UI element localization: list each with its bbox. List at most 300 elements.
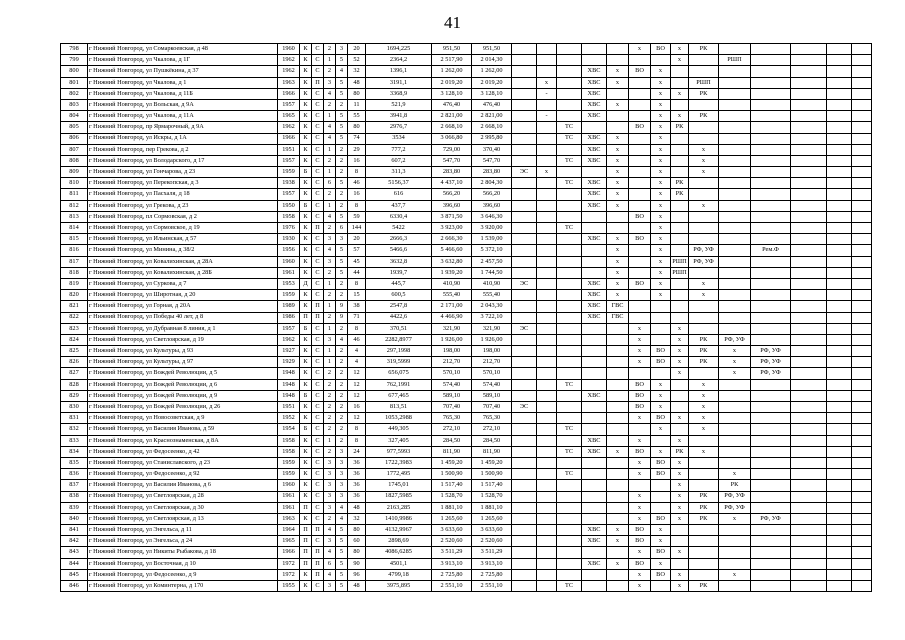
data-cell: 48	[348, 77, 366, 88]
table-row	[61, 267, 872, 278]
data-cell: х	[651, 66, 671, 77]
table-row	[61, 278, 872, 289]
data-cell	[827, 480, 852, 491]
data-cell: 20	[348, 234, 366, 245]
data-cell: х	[607, 66, 629, 77]
address-cell: г Нижний Новгород, ул Вождей Революции, д 9	[88, 390, 278, 401]
data-cell	[719, 223, 751, 234]
data-cell	[651, 491, 671, 502]
row-number-cell: 846	[61, 581, 88, 592]
data-cell	[582, 256, 607, 267]
data-cell: х	[651, 536, 671, 547]
data-cell: х	[671, 502, 689, 513]
data-cell	[512, 44, 537, 55]
data-cell: 36	[348, 469, 366, 480]
data-cell: ТС	[557, 155, 582, 166]
data-cell: 36	[348, 480, 366, 491]
data-cell	[827, 290, 852, 301]
data-cell	[512, 435, 537, 446]
address-cell: г Нижний Новгород, ул Чкалова, д 11А	[88, 111, 278, 122]
data-cell	[537, 357, 557, 368]
data-cell: 5	[336, 569, 348, 580]
table-row	[61, 581, 872, 592]
data-cell: 4 437,10	[432, 178, 472, 189]
data-cell	[689, 536, 719, 547]
data-cell: 96	[348, 569, 366, 580]
data-cell: х	[607, 536, 629, 547]
data-cell	[629, 200, 651, 211]
row-number-cell: 835	[61, 457, 88, 468]
data-cell: ВО	[629, 234, 651, 245]
row-number-cell: 821	[61, 301, 88, 312]
data-cell: 5	[336, 245, 348, 256]
data-cell: х	[671, 457, 689, 468]
data-cell	[751, 122, 791, 133]
data-cell: 521,9	[366, 99, 432, 110]
data-cell	[719, 446, 751, 457]
data-cell: 555,40	[472, 290, 512, 301]
data-cell: 1 517,40	[432, 480, 472, 491]
data-cell: С	[312, 133, 324, 144]
data-cell: РК	[689, 502, 719, 513]
data-cell	[557, 558, 582, 569]
address-cell: г Нижний Новгород, ул Сормовское, д 19	[88, 223, 278, 234]
data-cell	[689, 480, 719, 491]
data-cell: 765,30	[472, 413, 512, 424]
data-cell: С	[312, 44, 324, 55]
data-cell: 2	[324, 44, 336, 55]
data-cell	[671, 211, 689, 222]
data-cell: 36	[348, 457, 366, 468]
data-cell: К	[300, 290, 312, 301]
data-cell: 1694,225	[366, 44, 432, 55]
data-cell	[719, 290, 751, 301]
data-cell: х	[671, 569, 689, 580]
data-cell: 3 128,10	[432, 88, 472, 99]
data-cell	[791, 525, 827, 536]
data-cell	[512, 178, 537, 189]
data-cell: 5	[336, 55, 348, 66]
data-cell: 811,90	[472, 446, 512, 457]
data-cell: 977,5993	[366, 446, 432, 457]
data-cell: РК	[671, 178, 689, 189]
data-cell	[557, 346, 582, 357]
address-cell: г Нижний Новгород, ул Володарского, д 17	[88, 155, 278, 166]
data-cell: х	[651, 558, 671, 569]
data-cell	[827, 301, 852, 312]
data-cell: 2	[336, 290, 348, 301]
data-cell: 547,70	[472, 155, 512, 166]
row-number-cell: 798	[61, 44, 88, 55]
data-cell	[671, 245, 689, 256]
data-cell: 5422	[366, 223, 432, 234]
table-row	[61, 390, 872, 401]
data-cell: 476,40	[472, 99, 512, 110]
data-cell: К	[300, 457, 312, 468]
data-cell: 1955	[278, 581, 300, 592]
data-cell	[751, 77, 791, 88]
data-cell: х	[651, 111, 671, 122]
data-cell	[629, 301, 651, 312]
row-number-cell: 799	[61, 55, 88, 66]
data-cell: х	[607, 144, 629, 155]
data-cell: 283,80	[472, 167, 512, 178]
data-cell: С	[312, 178, 324, 189]
data-cell	[751, 323, 791, 334]
data-cell: 6	[336, 223, 348, 234]
data-cell: 80	[348, 88, 366, 99]
data-cell: ТС	[557, 424, 582, 435]
data-cell: РК	[719, 480, 751, 491]
data-cell	[751, 402, 791, 413]
table-row	[61, 312, 872, 323]
data-cell: 1 939,20	[432, 267, 472, 278]
data-cell: 1963	[278, 513, 300, 524]
data-cell	[791, 480, 827, 491]
data-cell: 4 466,90	[432, 312, 472, 323]
data-cell: К	[300, 88, 312, 99]
data-cell	[689, 223, 719, 234]
data-cell	[689, 368, 719, 379]
data-cell	[827, 368, 852, 379]
data-cell: 1972	[278, 569, 300, 580]
data-cell	[512, 357, 537, 368]
data-cell: ХВС	[582, 189, 607, 200]
data-cell: ВО	[651, 44, 671, 55]
data-cell: х	[651, 99, 671, 110]
data-cell: 5 372,10	[472, 245, 512, 256]
data-cell: 2	[324, 379, 336, 390]
data-cell	[537, 558, 557, 569]
data-cell: РК	[689, 581, 719, 592]
data-cell	[557, 278, 582, 289]
data-cell: 656,075	[366, 368, 432, 379]
data-cell	[537, 290, 557, 301]
data-cell: РФ, УФ	[751, 368, 791, 379]
data-cell	[751, 569, 791, 580]
table-row	[61, 88, 872, 99]
data-cell: 1 500,90	[472, 469, 512, 480]
data-cell: 370,40	[472, 144, 512, 155]
data-cell: 1957	[278, 99, 300, 110]
data-cell	[827, 569, 852, 580]
data-cell: ХВС	[582, 446, 607, 457]
row-number-cell: 807	[61, 144, 88, 155]
data-cell	[512, 211, 537, 222]
address-cell: г Нижний Новгород, ул Ковалихинская, д 28Б	[88, 267, 278, 278]
data-cell	[827, 402, 852, 413]
data-cell: ХВС	[582, 88, 607, 99]
table-row	[61, 178, 872, 189]
data-cell: РШП	[671, 256, 689, 267]
data-cell: 55	[348, 111, 366, 122]
data-cell: 5	[336, 525, 348, 536]
data-cell: ХВС	[582, 155, 607, 166]
data-cell: ТС	[557, 469, 582, 480]
data-cell	[751, 44, 791, 55]
address-cell: г Нижний Новгород, пл Сормовская, д 2	[88, 211, 278, 222]
table-row	[61, 211, 872, 222]
data-cell: х	[651, 223, 671, 234]
data-cell: 2	[324, 290, 336, 301]
data-cell	[537, 256, 557, 267]
data-cell	[791, 256, 827, 267]
data-cell	[512, 267, 537, 278]
data-cell	[852, 290, 872, 301]
table-row	[61, 547, 872, 558]
data-cell: ВО	[629, 278, 651, 289]
data-cell	[719, 323, 751, 334]
data-cell: ХВС	[582, 536, 607, 547]
data-cell: х	[607, 167, 629, 178]
data-cell: Б	[300, 390, 312, 401]
data-cell	[719, 525, 751, 536]
data-cell	[582, 581, 607, 592]
data-cell	[671, 424, 689, 435]
data-cell: П	[300, 547, 312, 558]
data-cell: РФ, УФ	[719, 491, 751, 502]
data-cell: ХВС	[582, 301, 607, 312]
data-cell: С	[312, 446, 324, 457]
row-number-cell: 819	[61, 278, 88, 289]
data-cell: 3	[324, 334, 336, 345]
data-cell: ТС	[557, 446, 582, 457]
data-cell	[582, 211, 607, 222]
data-cell	[537, 189, 557, 200]
data-cell: 1958	[278, 435, 300, 446]
data-cell	[537, 267, 557, 278]
data-cell	[791, 368, 827, 379]
data-cell	[557, 413, 582, 424]
data-cell: 3941,8	[366, 111, 432, 122]
data-cell: 6	[324, 558, 336, 569]
table-row	[61, 346, 872, 357]
data-cell: К	[300, 211, 312, 222]
data-cell	[827, 44, 852, 55]
data-cell: 1	[324, 278, 336, 289]
data-cell: 1951	[278, 402, 300, 413]
data-cell: П	[300, 558, 312, 569]
row-number-cell: 843	[61, 547, 88, 558]
data-cell: х	[689, 446, 719, 457]
data-cell	[651, 312, 671, 323]
data-cell: х	[651, 88, 671, 99]
data-cell: С	[312, 111, 324, 122]
data-cell: П	[312, 312, 324, 323]
data-cell: 2364,2	[366, 55, 432, 66]
data-cell: 4	[324, 133, 336, 144]
data-cell: 319,5999	[366, 357, 432, 368]
data-cell: 1 528,70	[432, 491, 472, 502]
data-cell: х	[607, 245, 629, 256]
data-cell: 1 262,00	[472, 66, 512, 77]
data-cell: 2	[336, 323, 348, 334]
data-cell: С	[312, 491, 324, 502]
data-cell: Д	[300, 278, 312, 289]
data-cell	[629, 167, 651, 178]
data-cell	[512, 301, 537, 312]
data-cell: х	[651, 122, 671, 133]
data-cell	[607, 88, 629, 99]
data-cell	[629, 267, 651, 278]
data-cell	[512, 111, 537, 122]
data-cell: К	[300, 234, 312, 245]
data-cell	[791, 547, 827, 558]
data-cell: 2	[324, 66, 336, 77]
data-cell	[557, 77, 582, 88]
data-cell	[557, 111, 582, 122]
data-cell: РШП	[689, 77, 719, 88]
data-cell	[671, 536, 689, 547]
data-cell	[751, 334, 791, 345]
data-cell: 1976	[278, 223, 300, 234]
data-cell	[607, 390, 629, 401]
address-cell: г Нижний Новгород, ул Чкалова, д 11Б	[88, 88, 278, 99]
data-cell	[719, 178, 751, 189]
table-row	[61, 558, 872, 569]
data-cell: 327,405	[366, 435, 432, 446]
data-cell	[689, 66, 719, 77]
data-cell: К	[300, 435, 312, 446]
address-cell: г Нижний Новгород, ул Василия Иванова, д 6	[88, 480, 278, 491]
data-cell: С	[312, 469, 324, 480]
data-cell: 707,40	[472, 402, 512, 413]
data-cell: С	[312, 144, 324, 155]
table-row	[61, 167, 872, 178]
data-cell	[607, 569, 629, 580]
data-cell	[607, 122, 629, 133]
data-cell	[582, 547, 607, 558]
data-cell	[791, 357, 827, 368]
data-cell: ХВС	[582, 133, 607, 144]
data-cell: РК	[671, 446, 689, 457]
data-cell: х	[689, 424, 719, 435]
data-cell: х	[651, 278, 671, 289]
data-cell: ЭС	[512, 402, 537, 413]
data-cell	[852, 379, 872, 390]
data-cell: 4799,18	[366, 569, 432, 580]
address-cell: г Нижний Новгород, ул Ковалихинская, д 28А	[88, 256, 278, 267]
data-cell	[512, 390, 537, 401]
address-cell: г Нижний Новгород, ул Чкалова, д 1	[88, 77, 278, 88]
data-cell	[719, 133, 751, 144]
address-cell: г Нижний Новгород, ул Грекова, д 23	[88, 200, 278, 211]
data-cell: П	[300, 312, 312, 323]
data-cell: К	[300, 267, 312, 278]
data-cell	[791, 323, 827, 334]
data-cell	[827, 357, 852, 368]
data-cell: 8	[348, 278, 366, 289]
data-cell: 3 920,00	[472, 223, 512, 234]
data-cell	[719, 301, 751, 312]
data-cell: ТС	[557, 379, 582, 390]
data-cell	[791, 491, 827, 502]
data-cell	[607, 413, 629, 424]
data-cell: х	[689, 390, 719, 401]
data-cell: 396,60	[472, 200, 512, 211]
data-cell	[537, 323, 557, 334]
data-cell	[689, 189, 719, 200]
data-cell: 2 666,30	[432, 234, 472, 245]
address-cell: г Нижний Новгород, ул Светлоярская, д 28	[88, 491, 278, 502]
data-cell	[827, 200, 852, 211]
data-cell: х	[671, 55, 689, 66]
data-cell: ХВС	[582, 77, 607, 88]
data-cell: 4	[348, 357, 366, 368]
data-cell: 1927	[278, 346, 300, 357]
data-cell: К	[300, 480, 312, 491]
data-cell: К	[300, 379, 312, 390]
data-cell: С	[312, 346, 324, 357]
address-cell: г Нижний Новгород, пер Грекова, д 2	[88, 144, 278, 155]
data-cell: 1961	[278, 491, 300, 502]
data-cell	[629, 223, 651, 234]
data-cell: 2	[324, 223, 336, 234]
row-number-cell: 833	[61, 435, 88, 446]
data-cell	[689, 99, 719, 110]
data-cell	[512, 457, 537, 468]
data-cell: 2	[324, 402, 336, 413]
data-cell	[512, 413, 537, 424]
data-cell: х	[629, 502, 651, 513]
data-cell: РФ, УФ	[689, 245, 719, 256]
data-cell	[791, 178, 827, 189]
data-cell: 1 262,00	[432, 66, 472, 77]
address-cell: г Нижний Новгород, ул Пасхаля, д 18	[88, 189, 278, 200]
table-row	[61, 301, 872, 312]
data-cell: К	[300, 111, 312, 122]
data-cell: х	[671, 346, 689, 357]
data-cell: ВО	[629, 379, 651, 390]
data-cell	[791, 88, 827, 99]
data-cell	[512, 55, 537, 66]
data-cell	[827, 99, 852, 110]
data-cell: 80	[348, 525, 366, 536]
housing-registry-table	[60, 43, 872, 592]
data-cell	[827, 379, 852, 390]
row-number-cell: 812	[61, 200, 88, 211]
data-cell: 212,70	[432, 357, 472, 368]
data-cell	[607, 502, 629, 513]
address-cell: г Нижний Новгород, ул Федосеенко, д 92	[88, 469, 278, 480]
data-cell	[751, 111, 791, 122]
address-cell: г Нижний Новгород, ул Энгельса, д 11	[88, 525, 278, 536]
data-cell: ЭС	[512, 323, 537, 334]
data-cell: х	[719, 357, 751, 368]
row-number-cell: 832	[61, 424, 88, 435]
data-cell: 589,10	[432, 390, 472, 401]
data-cell: 1	[324, 323, 336, 334]
data-cell: С	[312, 513, 324, 524]
data-cell: х	[671, 357, 689, 368]
data-cell	[537, 234, 557, 245]
data-cell: 1958	[278, 446, 300, 457]
address-cell: г Нижний Новгород, ул Федосеенко, д 9	[88, 569, 278, 580]
table-row	[61, 200, 872, 211]
data-cell	[751, 390, 791, 401]
data-cell	[537, 312, 557, 323]
address-cell: г Нижний Новгород, ул Перекопская, д 3	[88, 178, 278, 189]
row-number-cell: 811	[61, 189, 88, 200]
address-cell: г Нижний Новгород, ул Минина, д 38/2	[88, 245, 278, 256]
data-cell	[512, 480, 537, 491]
data-cell: ВО	[629, 525, 651, 536]
data-cell: ВО	[651, 413, 671, 424]
data-cell	[629, 178, 651, 189]
data-cell	[512, 469, 537, 480]
data-cell	[751, 155, 791, 166]
data-cell: х	[689, 167, 719, 178]
